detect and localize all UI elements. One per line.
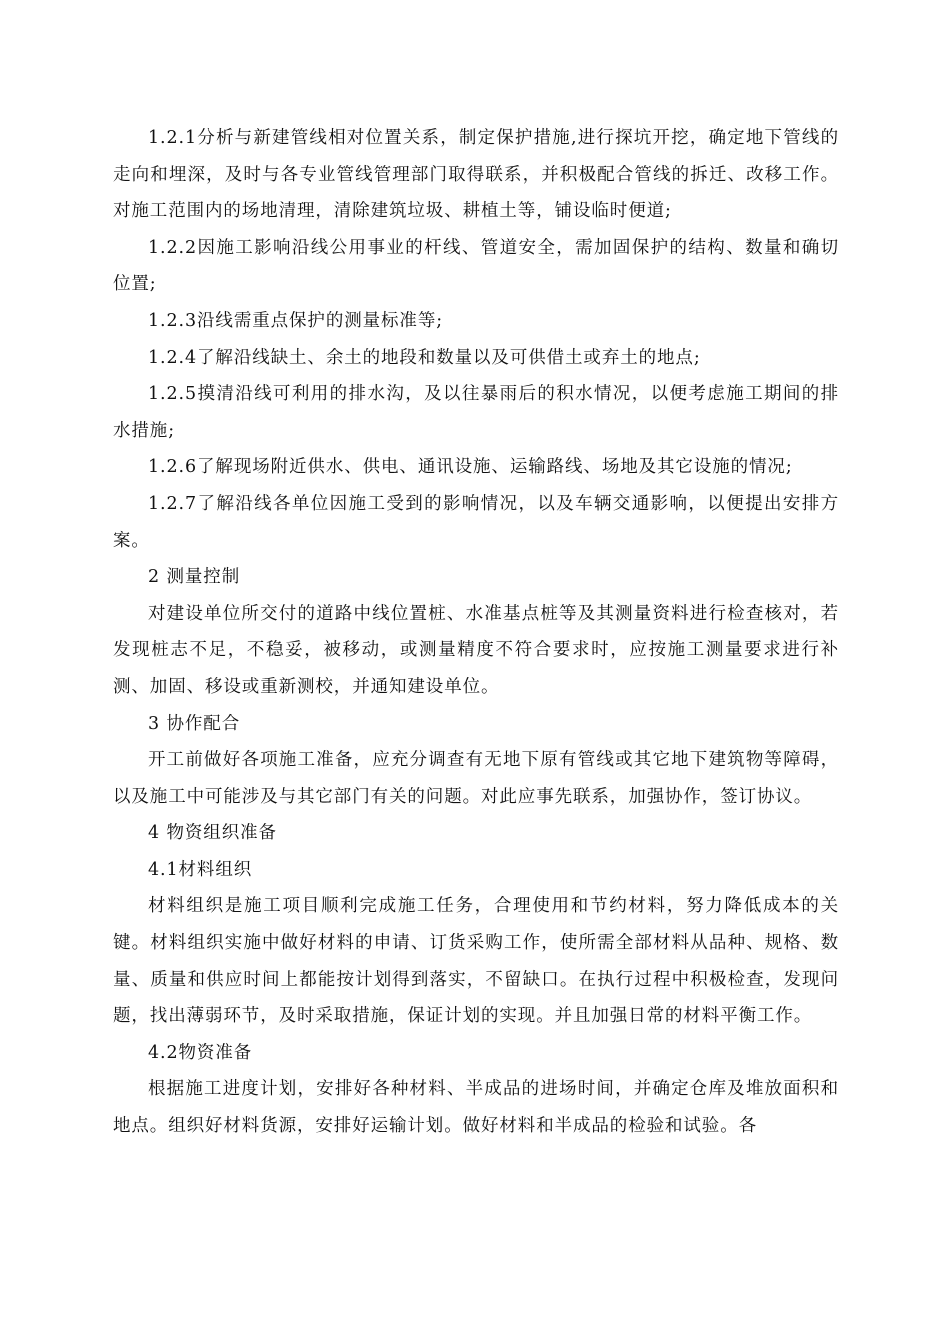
section-heading-4: 4 物资组织准备 [148, 823, 277, 844]
paragraph-material-organization: 材料组织是施工项目顺利完成施工任务，合理使用和节约材料，努力降低成本的关键。材料组织实施中做好材料的申请、订货采购工作，使所需全部材料从品种、规格、数量、质量和供应时间上都能按计划得到落实，不留缺口。在执行过程中积极检查，发现问题，找出薄弱环节，及时采取措施，保证计划的实现。并且加强日常的材料平衡工作。 [113, 896, 839, 1027]
paragraph-1-2-7: 1.2.7了解沿线各单位因施工受到的影响情况，以及车辆交通影响，以便提出安排方案。 [113, 493, 839, 551]
paragraph-1-2-2: 1.2.2因施工影响沿线公用事业的杆线、管道安全，需加固保护的结构、数量和确切位置; [113, 237, 839, 295]
subsection-heading-4-2: 4.2物资准备 [148, 1042, 253, 1063]
paragraph-cooperation: 开工前做好各项施工准备，应充分调查有无地下原有管线或其它地下建筑物等障碍，以及施工中可能涉及与其它部门有关的问题。对此应事先联系，加强协作，签订协议。 [113, 750, 839, 807]
paragraph-material-preparation: 根据施工进度计划，安排好各种材料、半成品的进场时间，并确定仓库及堆放面积和地点。组织好材料货源，安排好运输计划。做好材料和半成品的检验和试验。各 [113, 1079, 839, 1137]
section-heading-3: 3 协作配合 [148, 713, 241, 734]
paragraph-1-2-4: 1.2.4了解沿线缺土、余土的地段和数量以及可供借土或弃土的地点; [148, 347, 701, 368]
document-body [113, 120, 839, 1145]
section-heading-2: 2 测量控制 [148, 567, 241, 588]
paragraph-1-2-1: 1.2.1分析与新建管线相对位置关系，制定保护措施,进行探坑开挖，确定地下管线的走向和埋深，及时与各专业管线管理部门取得联系，并积极配合管线的拆迁、改移工作。对施工范围内的场地清理，清除建筑垃圾、耕植土等，铺设临时便道; [113, 128, 839, 222]
paragraph-1-2-5: 1.2.5摸清沿线可利用的排水沟，及以往暴雨后的积水情况，以便考虑施工期间的排水措施; [113, 384, 839, 441]
paragraph-1-2-6: 1.2.6了解现场附近供水、供电、通讯设施、运输路线、场地及其它设施的情况; [148, 457, 793, 478]
paragraph-1-2-3: 1.2.3沿线需重点保护的测量标准等; [148, 310, 444, 331]
subsection-heading-4-1: 4.1材料组织 [148, 859, 253, 880]
paragraph-survey-control: 对建设单位所交付的道路中线位置桩、水准基点桩等及其测量资料进行检查核对，若发现桩志不足，不稳妥，被移动，或测量精度不符合要求时，应按施工测量要求进行补测、加固、移设或重新测校，并通知建设单位。 [113, 603, 839, 697]
